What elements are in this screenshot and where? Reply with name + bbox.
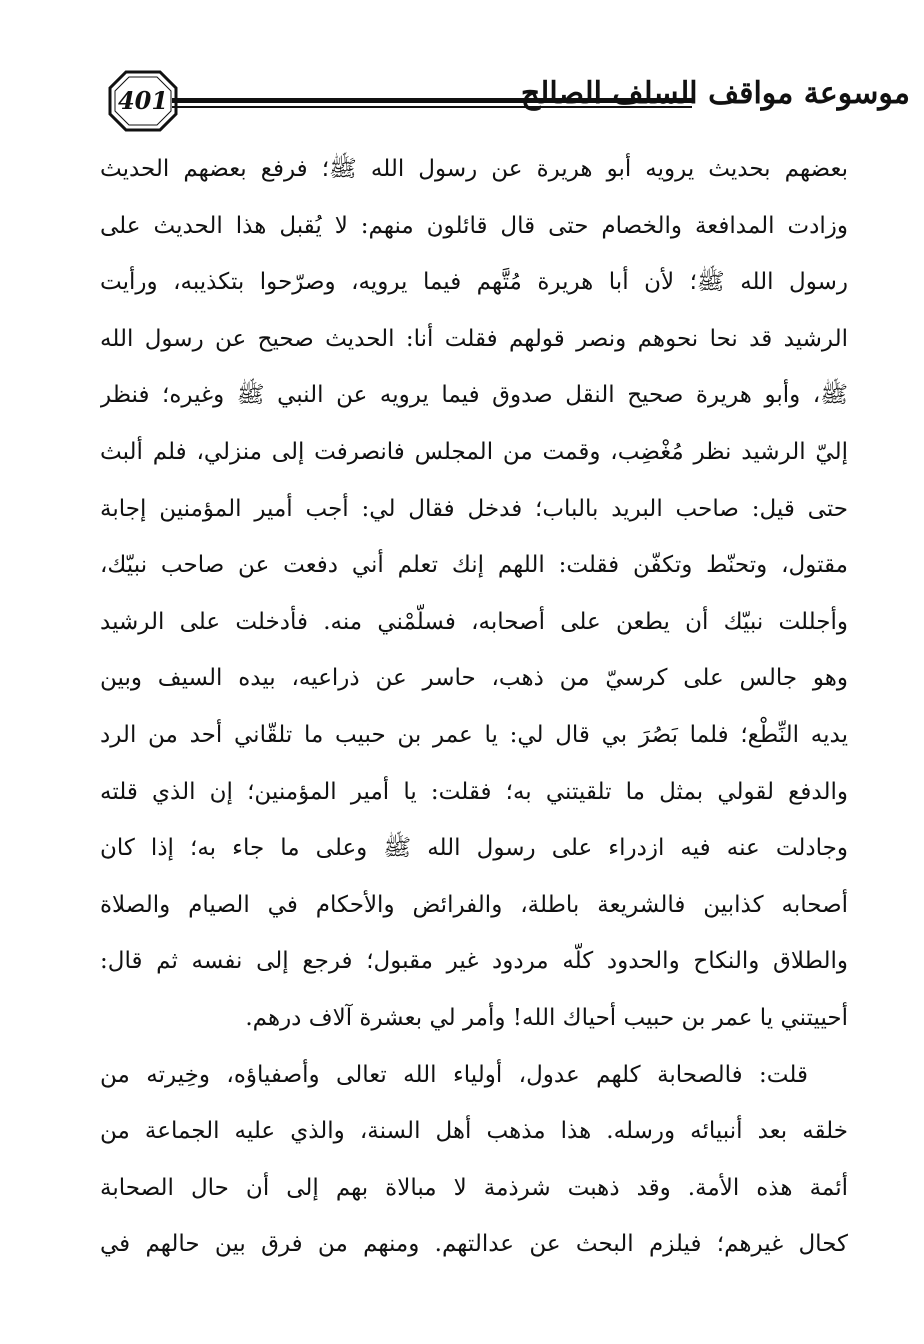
text-line: وأجللت نبيّك أن يطعن على أصحابه، فسلّمْني منه. فأدخلت على الرشيد [100,608,848,635]
text-line: أحييتني يا عمر بن حبيب أحياك الله! وأمر لي بعشرة آلاف درهم. [245,1004,848,1031]
text-line: كحال غيرهم؛ فيلزم البحث عن عدالتهم. ومنهم من فرق بين حالهم في [100,1231,848,1258]
page-header [100,62,910,140]
text-line: وهو جالس على كرسيّ من ذهب، حاسر عن ذراعيه، بيده السيف وبين [100,665,848,692]
text-line: وزادت المدافعة والخصام حتى قال قائلون منهم: لا يُقبل هذا الحديث على [100,212,848,239]
text-line: الرشيد قد نحا نحوهم ونصر قولهم فقلت أنا: الحديث صحيح عن رسول الله [100,325,848,352]
text-line: ﷺ، وأبو هريرة صحيح النقل صدوق فيما يرويه عن النبي ﷺ وغيره؛ فنظر [100,382,848,409]
text-line: يديه النِّطْع؛ فلما بَصُرَ بي قال لي: يا عمر بن حبيب ما تلقّاني أحد من الرد [100,721,848,748]
text-line: خلقه بعد أنبيائه ورسله. هذا مذهب أهل السنة، والذي عليه الجماعة من [100,1118,848,1145]
text-line: أصحابه كذابين فالشريعة باطلة، والفرائض والأحكام في الصيام والصلاة [100,891,848,918]
text-line: أئمة هذه الأمة. وقد ذهبت شرذمة لا مبالاة بهم إلى أن حال الصحابة [100,1174,848,1201]
text-line: مقتول، وتحنّط وتكفّن فقلت: اللهم إنك تعلم أني دفعت عن صاحب نبيّك، [100,552,848,579]
text-line: وجادلت عنه فيه ازدراء على رسول الله ﷺ وعلى ما جاء به؛ إذا كان [100,835,848,862]
book-title: موسوعة مواقف السلف الصالح [520,76,910,111]
text-line: حتى قيل: صاحب البريد بالباب؛ فدخل فقال لي: أجب أمير المؤمنين إجابة [100,495,848,522]
text-line: قلت: فالصحابة كلهم عدول، أولياء الله تعالى وأصفياؤه، وخِيرته من [100,1061,808,1088]
text-line: والدفع لقولي بمثل ما تلقيتني به؛ فقلت: يا أمير المؤمنين؛ إن الذي قلته [100,778,848,805]
page-number-badge [108,70,178,132]
text-line: بعضهم بحديث يرويه أبو هريرة عن رسول الله ﷺ؛ فرفع بعضهم الحديث [100,156,848,182]
page-number: 401 [117,86,169,115]
text-line: والطلاق والنكاح والحدود كلّه مردود غير مقبول؛ فرجع إلى نفسه ثم قال: [100,948,848,975]
page-body [100,144,848,1276]
text-line: إليّ الرشيد نظر مُغْضِب، وقمت من المجلس فانصرفت إلى منزلي، فلم ألبث [100,438,848,465]
text-line: رسول الله ﷺ؛ لأن أبا هريرة مُتَّهم فيما يرويه، وصرّحوا بتكذيبه، ورأيت [100,269,848,296]
